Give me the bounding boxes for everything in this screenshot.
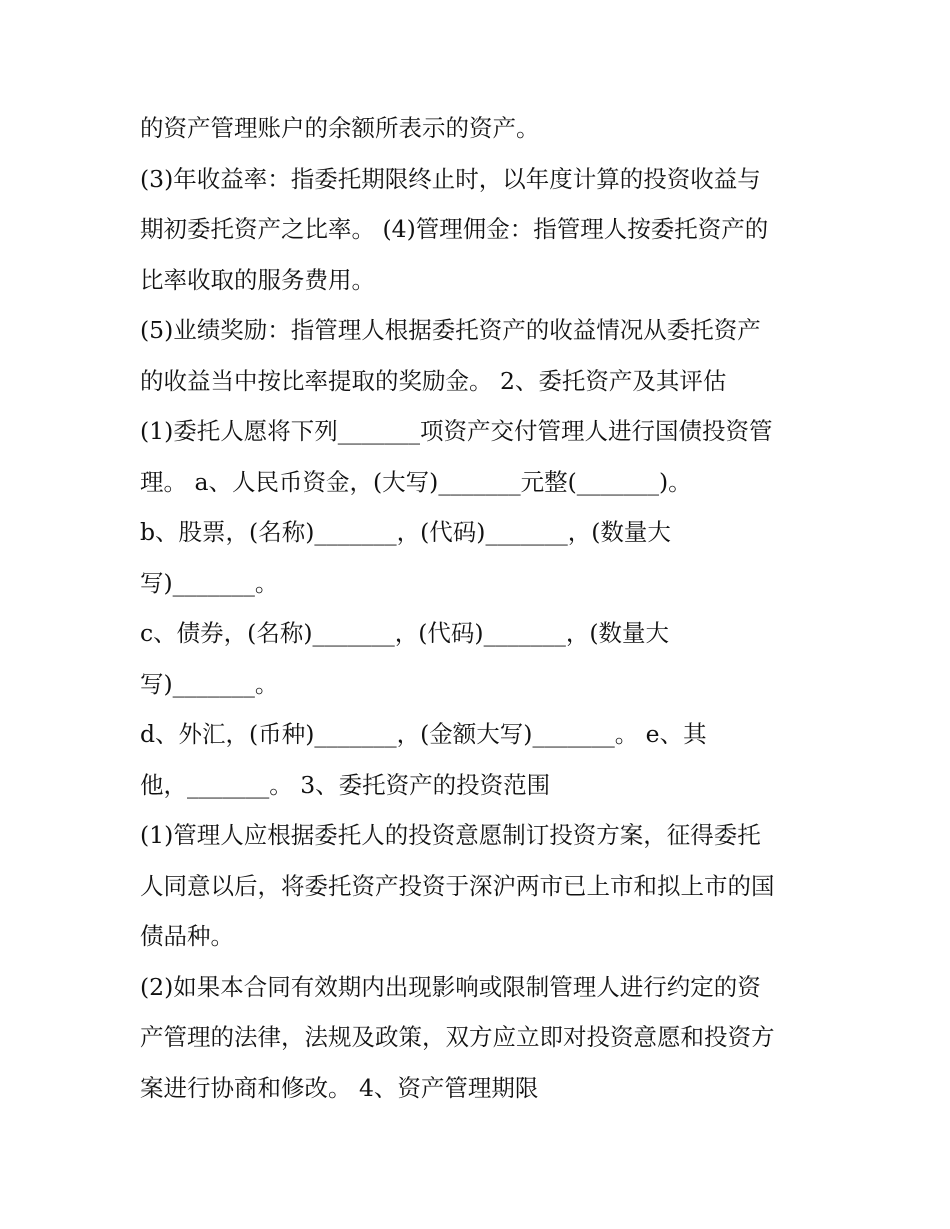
text-line: 写)_______。: [140, 669, 279, 698]
text-line: 期初委托资产之比率。 (4)管理佣金：指管理人按委托资产的: [140, 215, 769, 243]
text-line: (5)业绩奖励：指管理人根据委托资产的收益情况从委托资产: [140, 316, 761, 344]
text-line: 人同意以后，将委托资产投资于深沪两市已上市和拟上市的国: [140, 871, 775, 900]
text-line: 比率收取的服务费用。: [140, 265, 375, 294]
document-page: [140, 103, 840, 1113]
text-line: d、外汇，(币种)_______，(金额大写)_______。 e、其: [140, 720, 707, 748]
text-line: 他，_______。 3、委托资产的投资范围: [140, 770, 551, 799]
text-line: (2)如果本合同有效期内出现影响或限制管理人进行约定的资: [140, 972, 761, 1001]
text-line: (1)委托人愿将下列_______项资产交付管理人进行国债投资管: [140, 417, 773, 445]
text-line: 的收益当中按比率提取的奖励金。 2、委托资产及其评估: [140, 366, 727, 395]
text-line: (3)年收益率：指委托期限终止时，以年度计算的投资收益与: [140, 164, 761, 193]
text-line: 理。 a、人民币资金，(大写)_______元整(_______)。: [140, 467, 692, 496]
text-line: (1)管理人应根据委托人的投资意愿制订投资方案，征得委托: [140, 821, 761, 849]
text-line: 债品种。: [140, 922, 234, 950]
text-line: 产管理的法律，法规及政策，双方应立即对投资意愿和投资方: [140, 1023, 775, 1051]
text-line: 写)_______。: [140, 568, 279, 597]
text-line: b、股票，(名称)_______，(代码)_______，(数量大: [140, 518, 671, 546]
text-line: 案进行协商和修改。 4、资产管理期限: [140, 1073, 539, 1102]
text-line: c、债券，(名称)_______，(代码)_______，(数量大: [140, 619, 670, 647]
text-line: 的资产管理账户的余额所表示的资产。: [140, 114, 540, 142]
